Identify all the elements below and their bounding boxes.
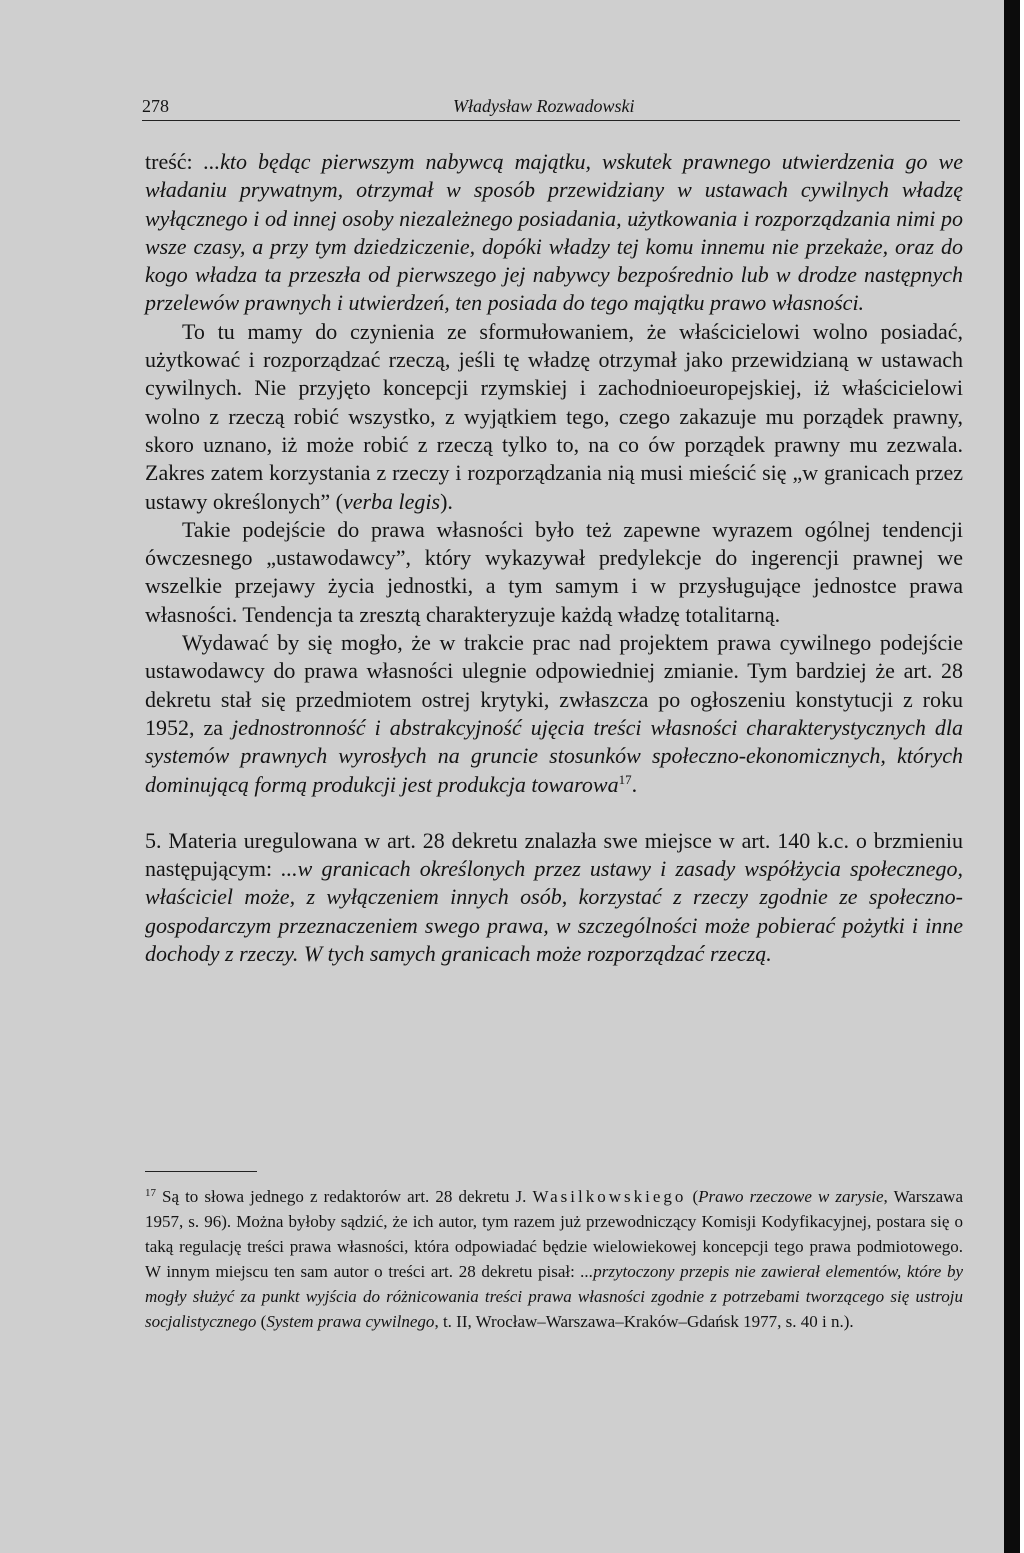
footnote-text-5: , t. II, Wrocław–Warszawa–Kraków–Gdańsk 1977, s. 40 i n.).	[434, 1312, 854, 1331]
page-header	[142, 96, 960, 118]
paragraph-2	[145, 318, 963, 516]
footnote-text-1: Są to słowa jednego z redaktorów art. 28 dekretu J.	[162, 1187, 533, 1206]
running-title: Władysław Rozwadowski	[453, 96, 635, 116]
footnote-title-2: System prawa cywilnego	[266, 1312, 435, 1331]
paragraph-4-tail: .	[631, 771, 638, 797]
binding-shadow	[1004, 0, 1020, 1553]
section-5-lead: 5. Materia uregulowana w art. 28 dekretu znalazła swe miejsce w art. 140 k.c. o brzmieniu następującym:	[145, 827, 963, 882]
footnote-quote: ...przytoczony przepis nie zawierał elementów, które by mogły służyć za punkt wyjścia do różnicowania treści prawa własności zgodnie z potrzebami tworzącego się ustroju socjalistycznego	[145, 1262, 963, 1331]
quoted-provision-paragraph	[145, 148, 963, 318]
article-140-quote: ...w granicach określonych przez ustawy i zasady współżycia społecznego, właściciel może, z wyłączeniem innych osób, korzystać z rzeczy zgodnie ze społeczno-gospodarczym przeznaczeniem swego prawa, w szczególności może pobierać pożytki i inne dochody z rzeczy. W tych samych granicach może rozporządzać rzeczą.	[145, 856, 963, 967]
paragraph-2-text: To tu mamy do czynienia ze sformułowaniem, że właścicielowi wolno posiadać, użytkować i rozporządzać rzeczą, jeśli tę władzę otrzymał jako przewidzianą w ustawach cywilnych. Nie przyjęto koncepcji rzymskiej i zachodnioeuropejskiej, iż właścicielowi wolno z rzeczą robić wszystko, z wyjątkiem tego, czego zakazuje mu porządek prawny, skoro uznano, iż może robić z rzeczą tylko to, na co ów porządek prawny mu zezwala. Zakres zatem korzystania z rzeczy i rozporządzania nią musi mieścić się „w granicach przez ustawy określonych” (	[145, 318, 963, 514]
footnote-rule	[145, 1171, 257, 1172]
footnote-text-3: , Warszawa 1957, s. 96). Można byłoby sądzić, że ich autor, tym razem już przewodniczący Komisji Kodyfikacyjnej, postara się o taką regulację treści prawa własności, która odpowiadać będzie wielowiekowej koncepcji tego prawa podmiotowego. W innym miejscu ten sam autor o treści art. 28 dekretu pisał:	[145, 1187, 963, 1281]
quoted-provision: ...kto będąc pierwszym nabywcą majątku, wskutek prawnego utwierdzenia go we władaniu prywatnym, otrzymał w sposób przewidziany w ustawach cywilnych władzę wyłącznego i od innej osoby niezależnego posiadania, użytkowania i rozporządzania nimi po wsze czasy, a przy tym dziedziczenie, dopóki władzy tej komu innemu nie przekaże, oraz do kogo władza ta przeszła od pierwszego jej nabywcy bezpośrednio lub w drodze następnych przelewów prawnych i utwierdzeń, ten posiada do tego majątku prawo własności.	[145, 149, 963, 316]
footnote-title-1: Prawo rzeczowe w zarysie	[698, 1187, 884, 1206]
page-edge	[1004, 0, 1024, 1553]
main-text	[145, 148, 963, 968]
paragraph-2-tail: ).	[440, 488, 453, 514]
footnotes	[145, 1184, 963, 1334]
footnote-number: 17	[145, 1187, 156, 1199]
footnote-text-2: (	[686, 1187, 699, 1206]
quote-lead: treść:	[145, 149, 204, 174]
paragraph-4	[145, 629, 963, 799]
critique-quote: jednostronność i abstrakcyjność ujęcia treści własności charakterystycznych dla systemów prawnych wyrosłych na gruncie stosunków społeczno-ekonomicznych, których dominującą formą produkcji jest produkcja towarowa	[145, 714, 963, 797]
footnote-text-4: (	[256, 1312, 267, 1331]
paragraph-3	[145, 516, 963, 629]
header-rule	[142, 120, 960, 121]
footnote-author: Wasilkowskiego	[532, 1187, 687, 1206]
paragraph-4-text: Wydawać by się mogło, że w trakcie prac nad projektem prawa cywilnego podejście ustawodawcy do prawa własności ulegnie odpowiedniej zmianie. Tym bardziej że art. 28 dekretu stał się przedmiotem ostrej krytyki, zwłaszcza po ogłoszeniu konstytucji z roku 1952, za	[145, 630, 963, 740]
verba-legis: verba legis	[342, 488, 441, 514]
footnote-17	[145, 1184, 963, 1334]
paragraph-3-text: Takie podejście do prawa własności było też zapewne wyrazem ogólnej tendencji ówczesnego „ustawodawcy”, który wykazywał predylekcje do ingerencji prawnej we wszelkie przejawy życia jednostki, a tym samym i w przysługujące jednostce prawa własności. Tendencja ta zresztą charakteryzuje każdą władzę totalitarną.	[145, 516, 963, 627]
section-5-paragraph	[145, 827, 963, 968]
page-number: 278	[142, 96, 169, 116]
footnote-reference: 17	[618, 771, 632, 787]
